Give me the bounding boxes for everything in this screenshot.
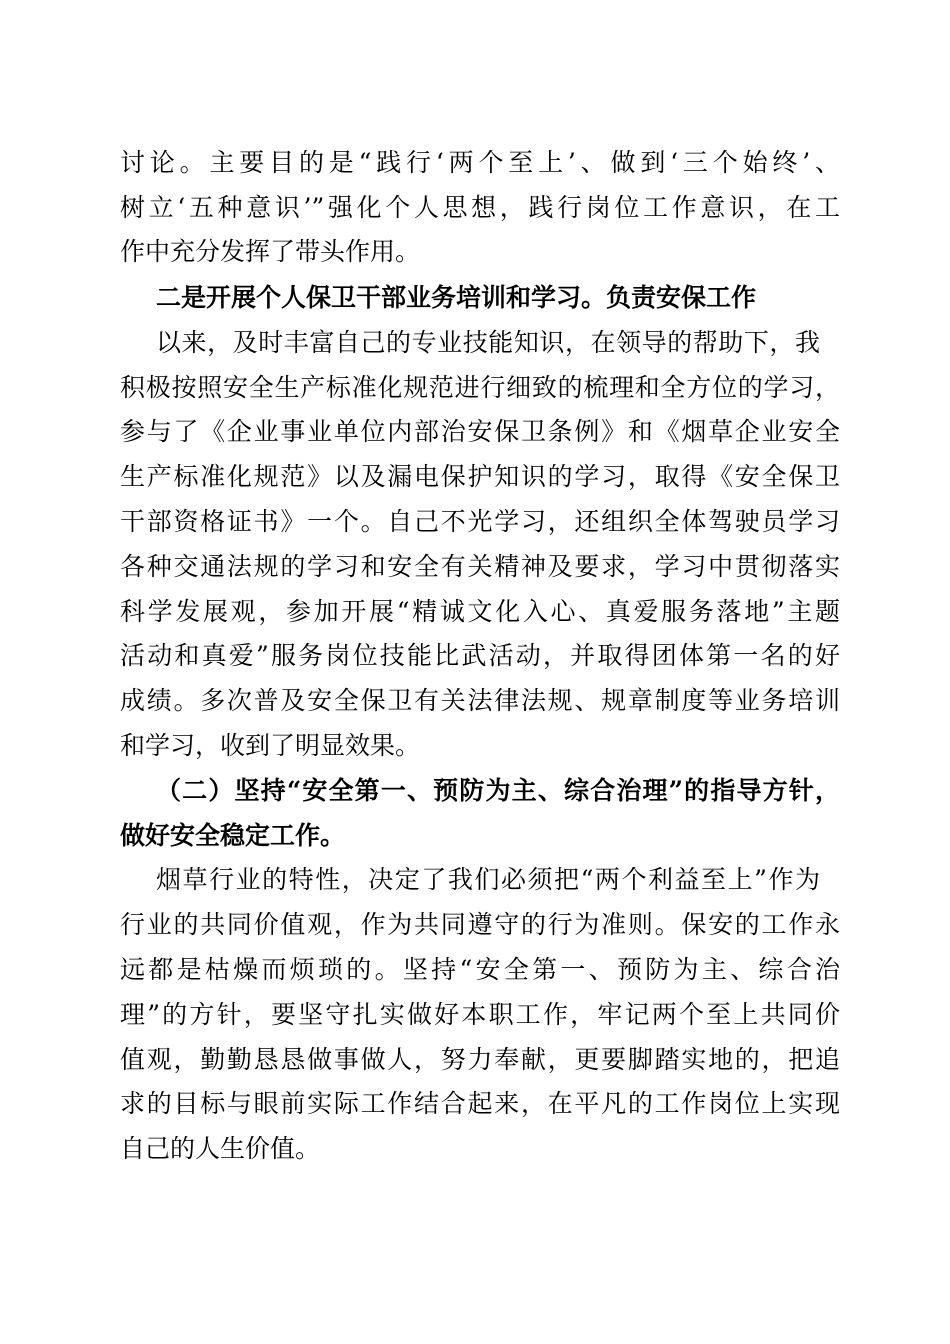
text-line: 参与了《企业事业单位内部治安保卫条例》和《烟草企业安全	[120, 417, 840, 446]
text-line: 求的目标与眼前实际工作结合起来，在平凡的工作岗位上实现	[120, 1089, 840, 1118]
text-line: 积极按照安全生产标准化规范进行细致的梳理和全方位的学习，	[120, 373, 840, 402]
text-line: 远都是枯燥而烦琐的。坚持“安全第一、预防为主、综合治	[120, 955, 840, 984]
text-line: 树立‘五种意识’”强化个人思想，践行岗位工作意识，在工	[120, 193, 840, 222]
text-line: 生产标准化规范》以及漏电保护知识的学习，取得《安全保卫	[120, 462, 840, 491]
text-line: 科学发展观，参加开展“精诚文化入心、真爱服务落地”主题	[120, 597, 840, 626]
text-line: 作中充分发挥了带头作用。	[120, 237, 421, 266]
text-line: 行业的共同价值观，作为共同遵守的行为准则。保安的工作永	[120, 910, 840, 939]
text-line: 理”的方针，要坚守扎实做好本职工作，牢记两个至上共同价	[120, 1000, 840, 1029]
text-line: 讨论。主要目的是“践行‘两个至上’、做到‘三个始终’、	[120, 148, 840, 177]
text-line: 各种交通法规的学习和安全有关精神及要求，学习中贯彻落实	[120, 552, 840, 581]
text-line: 干部资格证书》一个。自己不光学习，还组织全体驾驶员学习	[120, 507, 840, 536]
text-line: 成绩。多次普及安全保卫有关法律法规、规章制度等业务培训	[120, 686, 840, 715]
section-heading-cont: 做好安全稳定工作。	[120, 821, 346, 850]
text-line: 自己的人生价值。	[120, 1134, 321, 1163]
text-line: 值观，勤勤恳恳做事做人，努力奉献，更要脚踏实地的，把追	[120, 1045, 840, 1074]
text-line: 以来，及时丰富自己的专业技能知识，在领导的帮助下，我	[156, 328, 820, 357]
text-line-bold: 二是开展个人保卫干部业务培训和学习。负责安保工作	[156, 283, 757, 312]
text-line: 烟草行业的特性，决定了我们必须把“两个利益至上”作为	[156, 865, 820, 894]
text-line: 活动和真爱”服务岗位技能比武活动，并取得团体第一名的好	[120, 641, 840, 670]
section-heading: （二）坚持“安全第一、预防为主、综合治理”的指导方针，	[156, 776, 840, 805]
text-line: 和学习，收到了明显效果。	[120, 731, 421, 760]
